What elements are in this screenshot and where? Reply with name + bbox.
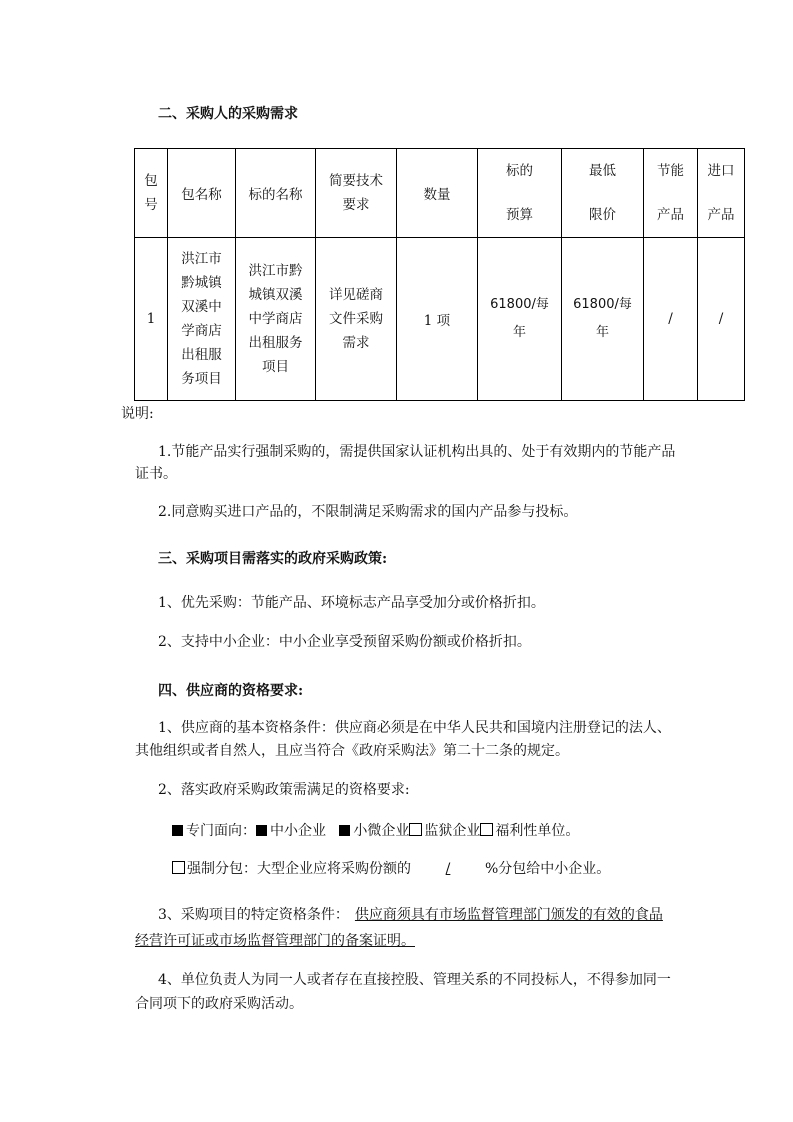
section4-p3-line2: 经营许可证或市场监督管理部门的备案证明。	[135, 933, 415, 949]
empty-checkbox-icon	[409, 823, 422, 836]
header-energy: 节能 产品	[644, 149, 698, 238]
split-label: 强制分包：大型企业应将采购份额的	[187, 861, 411, 877]
section2-title: 二、采购人的采购需求	[158, 106, 298, 122]
section4-p4-line2: 合同项下的政府采购活动。	[135, 996, 303, 1012]
section4-p1-line1: 1、供应商的基本资格条件：供应商必须是在中华人民共和国境内注册登记的法人、	[158, 720, 671, 736]
table-row	[135, 238, 745, 401]
section4-p3-line1	[158, 906, 663, 924]
notes-label: 说明:	[121, 406, 154, 422]
cell-tech-req: 详见磋商 文件采购 需求	[316, 238, 397, 401]
section4-p1-line2: 其他组织或者自然人，且应当符合《政府采购法》第二十二条的规定。	[135, 743, 569, 759]
cell-package-name: 洪江市 黔城镇 双溪中 学商店 出租服 务项目	[168, 238, 236, 401]
checked-square-icon	[172, 825, 183, 836]
header-tech-req: 简要技术 要求	[316, 149, 397, 238]
split-suffix: %分包给中小企业。	[485, 861, 611, 877]
section4-title: 四、供应商的资格要求:	[158, 683, 304, 699]
cell-package-no: 1	[135, 238, 168, 401]
header-budget: 标的 预算	[478, 149, 562, 238]
header-import: 进口 产品	[698, 149, 745, 238]
header-item-name: 标的名称	[236, 149, 316, 238]
note-2: 2.同意购买进口产品的，不限制满足采购需求的国内产品参与投标。	[158, 504, 578, 520]
note-1-line1: 1.节能产品实行强制采购的，需提供国家认证机构出具的、处于有效期内的节能产品	[158, 444, 676, 460]
special-label: 专门面向：	[186, 823, 256, 839]
cell-budget: 61800/每 年	[478, 238, 562, 401]
cell-energy: /	[644, 238, 698, 401]
option-prison: 监狱企业	[424, 823, 481, 839]
p3-prefix: 3、采购项目的特定资格条件：	[158, 907, 349, 923]
split-line	[172, 860, 610, 878]
procurement-table	[134, 148, 745, 401]
empty-checkbox-icon	[172, 861, 185, 874]
section4-p2: 2、落实政府采购政策需满足的资格要求:	[158, 782, 410, 798]
split-value: /	[445, 861, 451, 877]
cell-import: /	[698, 238, 745, 401]
section3-title: 三、采购项目需落实的政府采购政策:	[158, 551, 388, 567]
option-sme: 中小企业	[270, 823, 326, 839]
cell-item-name: 洪江市黔 城镇双溪 中学商店 出租服务 项目	[236, 238, 316, 401]
table-header-row	[135, 149, 745, 238]
cell-min-price: 61800/每 年	[562, 238, 644, 401]
header-min-price: 最低 限价	[562, 149, 644, 238]
checked-square-icon	[256, 825, 267, 836]
section3-p1: 1、优先采购：节能产品、环境标志产品享受加分或价格折扣。	[158, 595, 545, 611]
header-package-name: 包名称	[168, 149, 236, 238]
empty-checkbox-icon	[480, 823, 493, 836]
header-quantity: 数量	[397, 149, 478, 238]
cell-quantity: 1 项	[397, 238, 478, 401]
option-welfare: 福利性单位。	[495, 823, 580, 839]
checked-square-icon	[339, 825, 350, 836]
special-target-line	[172, 822, 579, 840]
section3-p2: 2、支持中小企业：中小企业享受预留采购份额或价格折扣。	[158, 634, 531, 650]
p3-underlined-1: 供应商须具有市场监督管理部门颁发的有效的食品	[354, 907, 663, 923]
note-1-line2: 证书。	[135, 466, 177, 482]
section4-p4-line1: 4、单位负责人为同一人或者存在直接控股、管理关系的不同投标人，不得参加同一	[158, 972, 671, 988]
header-package-no: 包 号	[135, 149, 168, 238]
option-micro: 小微企业	[353, 823, 410, 839]
